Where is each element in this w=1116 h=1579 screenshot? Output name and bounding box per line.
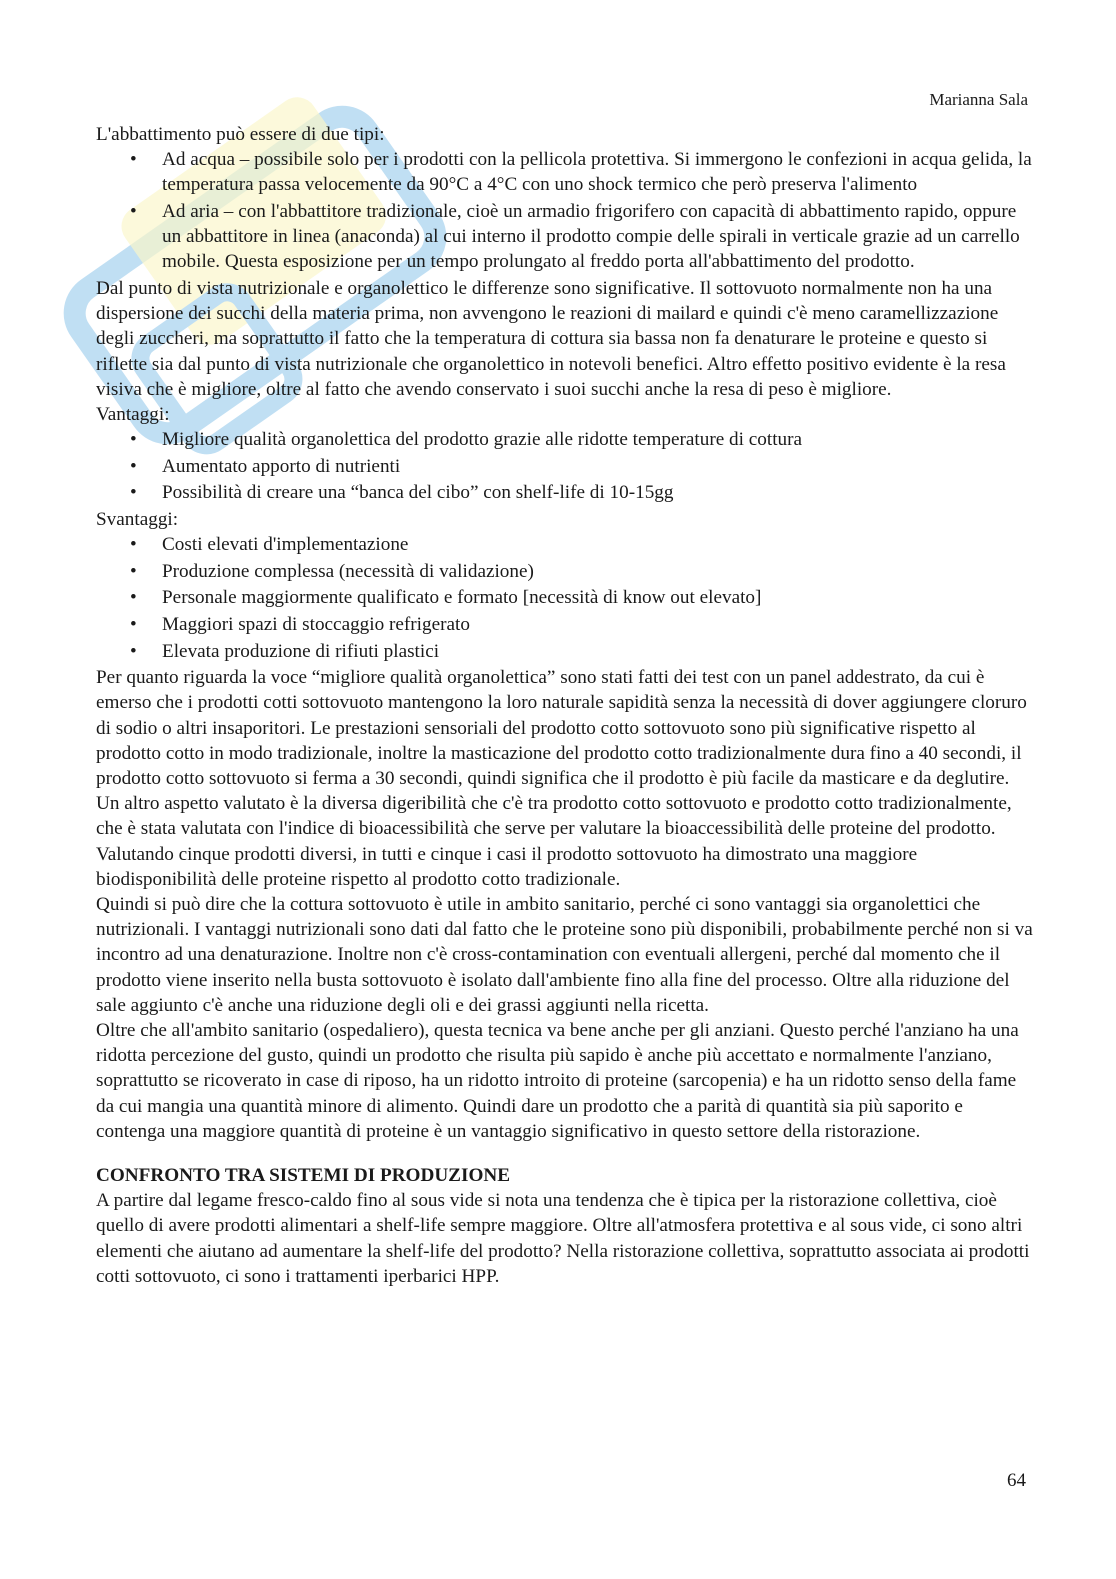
vantaggi-list bbox=[96, 427, 1036, 505]
list-item: • Personale maggiormente qualificato e formato [necessità di know out elevato] bbox=[96, 585, 1036, 610]
list-item: • Aumentato apporto di nutrienti bbox=[96, 454, 1036, 479]
paragraph-nutrizionale: Dal punto di vista nutrizionale e organolettico le differenze sono significative. Il sottovuoto normalmente non ha una dispersione dei succhi della materia prima, non avvengono le reazioni di mailard e quindi c'è meno caramellizzazione degli zuccheri, ma soprattutto il fatto che la temperatura di cottura sia bassa non fa denaturare le proteine e questo si riflette sia dal punto di vista nutrizionale che organolettico in notevoli benefici. Altro effetto positivo evidente è la resa visiva che è migliore, oltre al fatto che avendo conservato i suoi succhi anche la resa di peso è migliore. bbox=[96, 278, 1006, 400]
paragraph-digeribilita: Un altro aspetto valutato è la diversa digeribilità che c'è tra prodotto cotto sottovuoto e prodotto cotto tradizionalmente, che è stata valutata con l'indice di bioacessibilità che serve per valutare la bioaccessibilità delle proteine del prodotto. Valutando cinque prodotti diversi, in tutti e cinque i casi il prodotto sottovuoto ha dimostrato una maggiore biodisponibilità delle proteine rispetto al prodotto cotto tradizionale. bbox=[96, 793, 1012, 890]
list-item: • Ad aria – con l'abbattitore tradizionale, cioè un armadio frigorifero con capacità di abbattimento rapido, oppure un abbattitore in linea (anaconda) al cui interno il prodotto compie delle spirali in verticale grazie ad un carrello mobile. Questa esposizione per un tempo prolungato al freddo porta all'abbattimento del prodotto. bbox=[96, 199, 1036, 275]
list-item: • Costi elevati d'implementazione bbox=[96, 532, 1036, 557]
list-item: • Elevata produzione di rifiuti plastici bbox=[96, 639, 1036, 664]
page-number: 64 bbox=[1007, 1470, 1026, 1491]
paragraph-sanitario: Quindi si può dire che la cottura sottovuoto è utile in ambito sanitario, perché ci sono vantaggi sia organolettici che nutrizionali. I vantaggi nutrizionali sono dati dal fatto che le proteine sono più disponibili, probabilmente perché non si va incontro ad una denaturazione. Inoltre non c'è cross-contamination con eventuali allergeni, perché dal momento che il prodotto viene inserito nella busta sottovuoto è isolato dall'ambiente fino alla fine del processo. Oltre alla riduzione del sale aggiunto c'è anche una riduzione degli oli e dei grassi aggiunti nella ricetta. bbox=[96, 894, 1033, 1016]
list-item: • Maggiori spazi di stoccaggio refrigerato bbox=[96, 612, 1036, 637]
paragraph-qualita: Per quanto riguarda la voce “migliore qualità organolettica” sono stati fatti dei test con un panel addestrato, da cui è emerso che i prodotti cotti sottovuoto mantengono la loro naturale sapidità senza la necessità di dover aggiungere cloruro di sodio o altri insaporitori. Le prestazioni sensoriali del prodotto cotto sottovuoto sono più significative rispetto al prodotto cotto in modo tradizionale, inoltre la masticazione del prodotto cotto tradizionalmente dura fino a 40 secondi, il prodotto cotto sottovuoto si ferma a 30 secondi, quindi significa che il prodotto è più facile da masticare e da deglutire. bbox=[96, 667, 1027, 789]
list-item: • Ad acqua – possibile solo per i prodotti con la pellicola protettiva. Si immergono le confezioni in acqua gelida, la temperatura passa velocemente da 90°C a 4°C con uno shock termico che però preserva l'alimento bbox=[96, 147, 1036, 197]
abbattimento-list bbox=[96, 147, 1036, 274]
paragraph-confronto: A partire dal legame fresco-caldo fino al sous vide si nota una tendenza che è tipica per la ristorazione collettiva, cioè quello di avere prodotti alimentari a shelf-life sempre maggiore. Oltre all'atmosfera protettiva e al sous vide, ci sono altri elementi che aiutano ad aumentare la shelf-life del prodotto? Nella ristorazione collettiva, soprattutto associata ai prodotti cotti sottovuoto, ci sono i trattamenti iperbarici HPP. bbox=[96, 1190, 1030, 1287]
section-heading: CONFRONTO TRA SISTEMI DI PRODUZIONE bbox=[96, 1165, 511, 1187]
list-item: • Produzione complessa (necessità di validazione) bbox=[96, 559, 1036, 584]
intro-abbattimento: L'abbattimento può essere di due tipi: bbox=[96, 124, 385, 145]
list-item: • Migliore qualità organolettica del prodotto grazie alle ridotte temperature di cottura bbox=[96, 427, 1036, 452]
document-body bbox=[96, 122, 1036, 1289]
svantaggi-list bbox=[96, 532, 1036, 664]
paragraph-anziani: Oltre che all'ambito sanitario (ospedaliero), questa tecnica va bene anche per gli anziani. Questo perché l'anziano ha una ridotta percezione del gusto, quindi un prodotto che risulta più sapido è anche più accettato e normalmente l'anziano, soprattutto se ricoverato in case di riposo, ha un ridotto introito di proteine (sarcopenia) e ha un ridotto senso della fame da cui mangia una quantità minore di alimento. Quindi dare un prodotto che a parità di quantità sia più saporito e contenga una maggiore quantità di proteine è un vantaggio significativo in questo settore della ristorazione. bbox=[96, 1020, 1019, 1142]
list-item: • Possibilità di creare una “banca del cibo” con shelf-life di 10-15gg bbox=[96, 480, 1036, 505]
svantaggi-label: Svantaggi: bbox=[96, 509, 179, 530]
vantaggi-label: Vantaggi: bbox=[96, 404, 170, 426]
header-author: Marianna Sala bbox=[929, 90, 1028, 109]
